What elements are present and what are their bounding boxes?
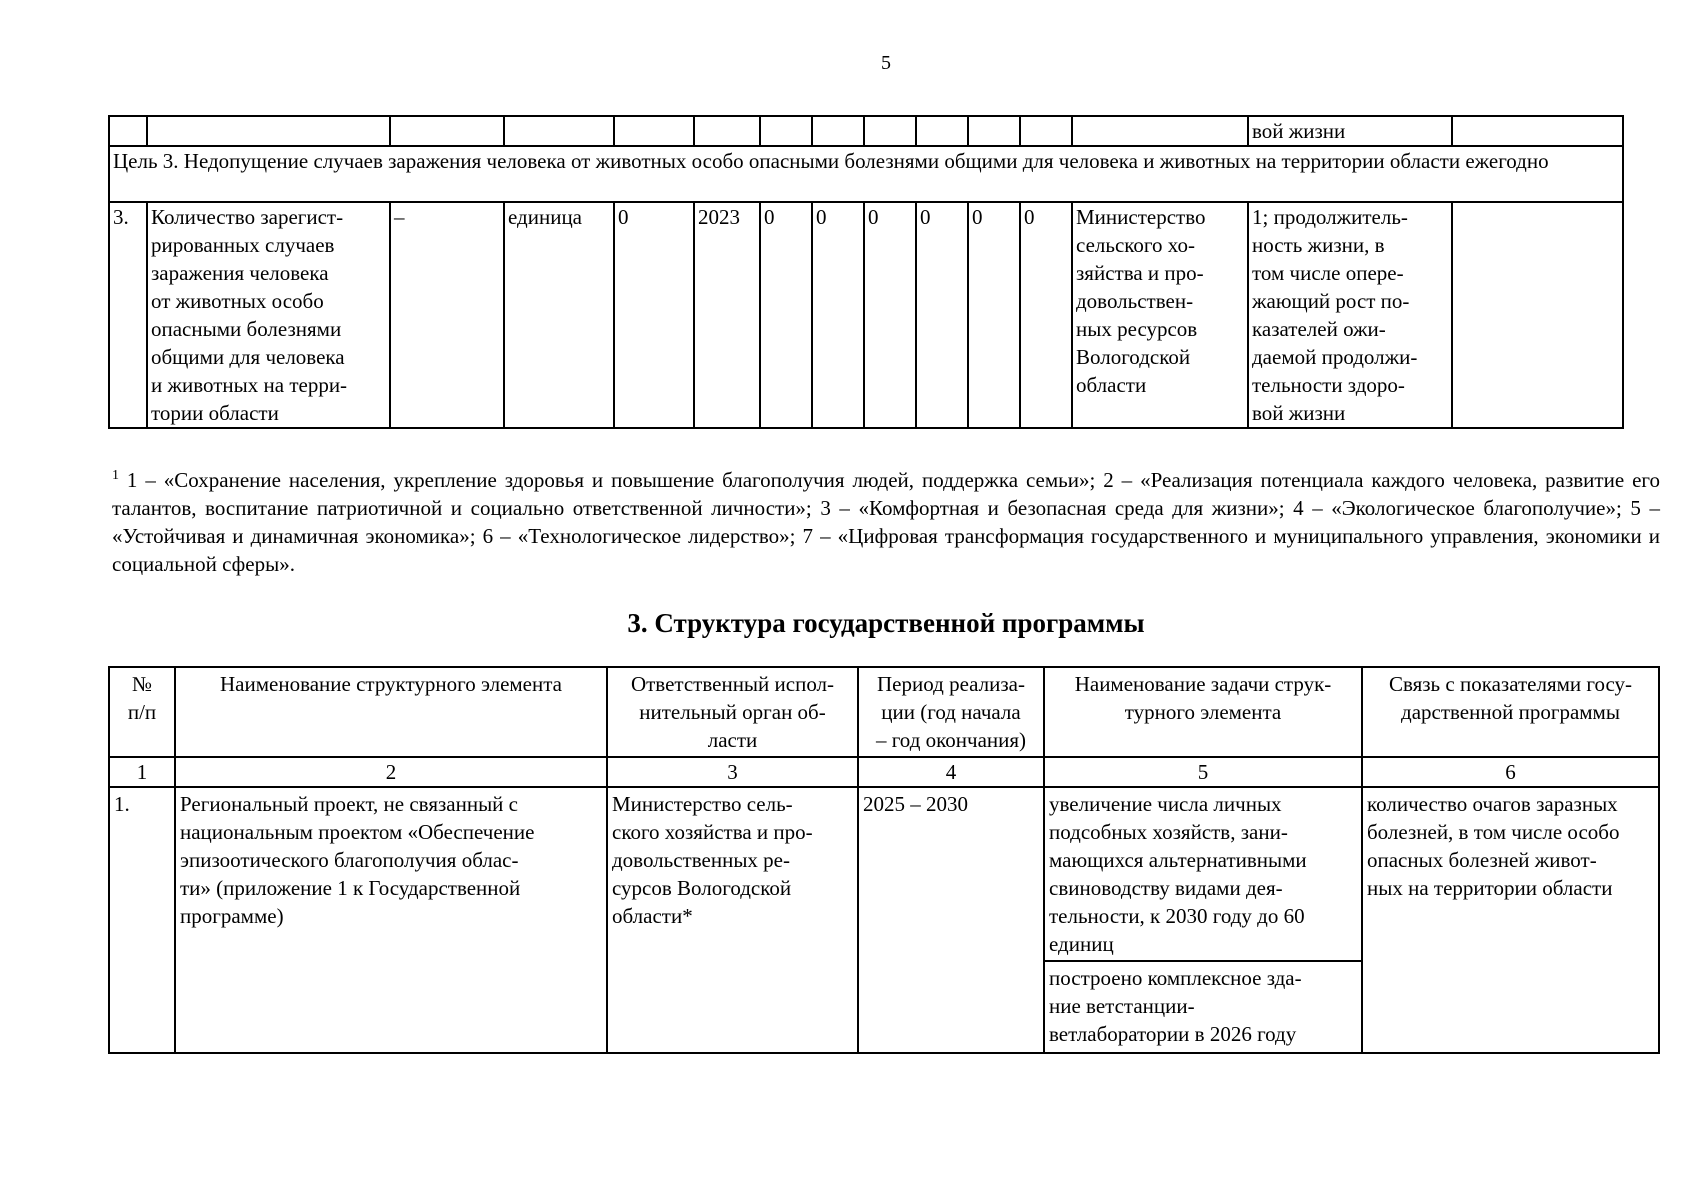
column-number: 6 — [1362, 757, 1659, 787]
indicator-value: 0 — [968, 202, 1020, 428]
header-element-name: Наименование структурного элемента — [175, 667, 607, 757]
indicator-unit: единица — [504, 202, 614, 428]
column-number: 2 — [175, 757, 607, 787]
indicator-value: 0 — [864, 202, 916, 428]
column-number: 5 — [1044, 757, 1362, 787]
structure-task-1: увеличение числа личных подсобных хозяйств, зани- мающихся альтернативными свиноводству видами дея- тельности, к 2030 году до 60 единиц — [1044, 787, 1362, 961]
indicator-value: 0 — [760, 202, 812, 428]
structure-table — [108, 666, 1660, 1054]
section-title: 3. Структура государственной программы — [627, 608, 1145, 638]
page-number: 5 — [881, 52, 891, 74]
indicator-base-year: 2023 — [694, 202, 760, 428]
header-responsible: Ответственный испол- нительный орган об- ласти — [607, 667, 858, 757]
column-number: 1 — [109, 757, 175, 787]
header-task: Наименование задачи струк- турного элемента — [1044, 667, 1362, 757]
footnote — [112, 466, 1660, 578]
indicator-value: 0 — [1020, 202, 1072, 428]
header-number: № п/п — [109, 667, 175, 757]
structure-task-2: построено комплексное зда- ние ветстанции- ветлаборатории в 2026 году — [1044, 961, 1362, 1053]
structure-number: 1. — [109, 787, 175, 1053]
structure-period: 2025 – 2030 — [858, 787, 1044, 1053]
structure-row — [109, 787, 1659, 961]
footnote-text: 1 – «Сохранение населения, укрепление здоровья и повышение благополучия людей, поддержка семьи»; 2 – «Реализация потенциала каждого человека, развитие его талантов, воспитание патриотичной и социально ответственной личности»; 3 – «Комфортная и безопасная среда для жизни»; 4 – «Экологическое благополучие»; 5 – «Устойчивая и динамичная экономика»; 6 – «Технологическое лидерство»; 7 – «Цифровая трансформация государственного и муниципального управления, экономики и социальной сферы». — [112, 468, 1660, 576]
column-number-row — [109, 757, 1659, 787]
continuation-text: вой жизни — [1248, 116, 1452, 146]
column-number: 4 — [858, 757, 1044, 787]
structure-link: количество очагов заразных болезней, в том числе особо опасных болезней живот- ных на территории области — [1362, 787, 1659, 1053]
footnote-mark: 1 — [112, 468, 119, 483]
indicators-table — [108, 115, 1624, 429]
goal-text: Цель 3. Недопущение случаев заражения человека от животных особо опасными болезнями общими для человека и животных на территории области ежегодно — [109, 146, 1623, 202]
indicator-link: 1; продолжитель- ность жизни, в том числе опере- жающий рост по- казателей ожи- даемой продолжи- тельности здоро- вой жизни — [1248, 202, 1452, 428]
indicator-extra — [1452, 202, 1623, 428]
indicator-value: 0 — [812, 202, 864, 428]
structure-responsible: Министерство сель- ского хозяйства и про- довольственных ре- сурсов Вологодской области* — [607, 787, 858, 1053]
indicator-name: Количество зарегист- рированных случаев заражения человека от животных особо опасными болезнями общими для человека и животных на терри- тории области — [147, 202, 390, 428]
structure-element-name: Региональный проект, не связанный с национальным проектом «Обеспечение эпизоотического благополучия облас- ти» (приложение 1 к Государственной программе) — [175, 787, 607, 1053]
indicator-value: 0 — [916, 202, 968, 428]
indicator-type: – — [390, 202, 504, 428]
continuation-row — [109, 116, 1623, 146]
indicator-responsible: Министерство сельского хо- зяйства и про- довольствен- ных ресурсов Вологодской области — [1072, 202, 1248, 428]
indicator-number: 3. — [109, 202, 147, 428]
structure-header-row — [109, 667, 1659, 757]
header-period: Период реализа- ции (год начала – год окончания) — [858, 667, 1044, 757]
column-number: 3 — [607, 757, 858, 787]
indicator-row — [109, 202, 1623, 428]
goal-row — [109, 146, 1623, 202]
indicator-base-value: 0 — [614, 202, 694, 428]
header-link: Связь с показателями госу- дарственной программы — [1362, 667, 1659, 757]
